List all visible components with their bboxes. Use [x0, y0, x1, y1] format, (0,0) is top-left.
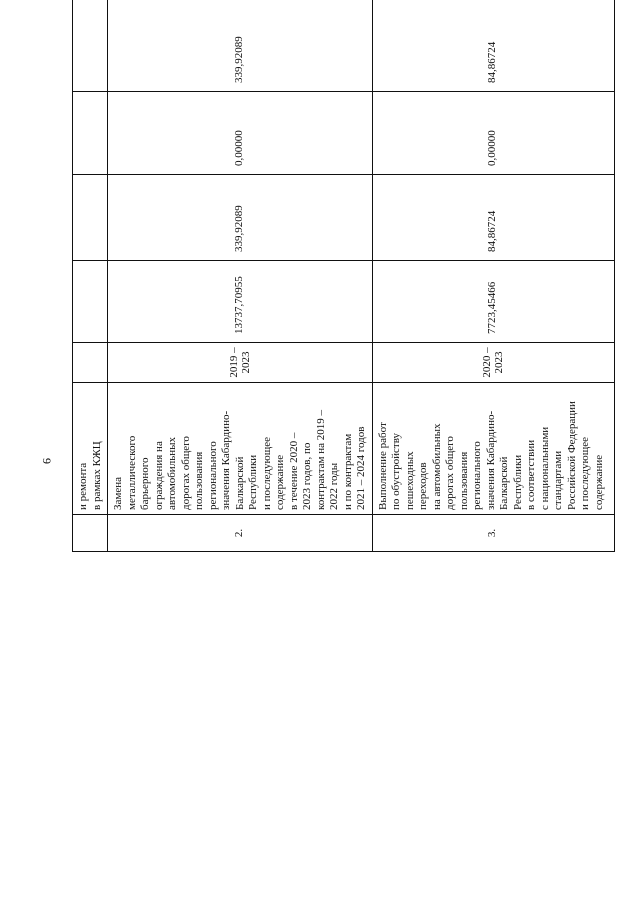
value-cell	[73, 261, 108, 343]
value-2020: 0,00000	[372, 92, 614, 175]
row-number: 3.	[372, 515, 614, 552]
number-cell	[73, 515, 108, 552]
page-number: 9	[40, 458, 54, 464]
row-number: 2.	[108, 515, 373, 552]
table-row	[372, 0, 614, 552]
value-cell	[73, 92, 108, 175]
table-row	[108, 0, 373, 552]
row-period: 2020 – 2023	[372, 343, 614, 383]
name-cell: и ремонта в рамках КЖЦ	[73, 383, 108, 515]
row-name: Выполнение работ по обустройству пешеходных переходов на автомобильных дорогах общего пользования регионального значения Кабардино- Балкарской Республики в соответствии с национальными стандартами Российской Федерации и последующее содержание	[372, 383, 614, 515]
value-2021: 339,92089	[108, 0, 373, 92]
value-2021: 84,86724	[372, 0, 614, 92]
rotated-table-frame	[72, 0, 608, 552]
table-row-header-continuation	[73, 0, 108, 552]
value-2019: 84,86724	[372, 175, 614, 261]
value-2020: 0,00000	[108, 92, 373, 175]
value-total: 13737,70955	[108, 261, 373, 343]
value-2019: 339,92089	[108, 175, 373, 261]
rotated-table-container	[72, 16, 608, 889]
row-name: Замена металлического барьерного ограждения на автомобильных дорогах общего пользования регионального значения Кабардино- Балкарской Республики и последующее содержание в течение 2020 – 2023 годов, по контрактам на 2019 – 2022 годы и по контрактам 2021 – 2024 годов	[108, 383, 373, 515]
period-cell	[73, 343, 108, 383]
value-cell	[73, 0, 108, 92]
value-cell	[73, 175, 108, 261]
value-total: 7723,45466	[372, 261, 614, 343]
row-period: 2019 – 2023	[108, 343, 373, 383]
budget-table	[72, 0, 615, 552]
